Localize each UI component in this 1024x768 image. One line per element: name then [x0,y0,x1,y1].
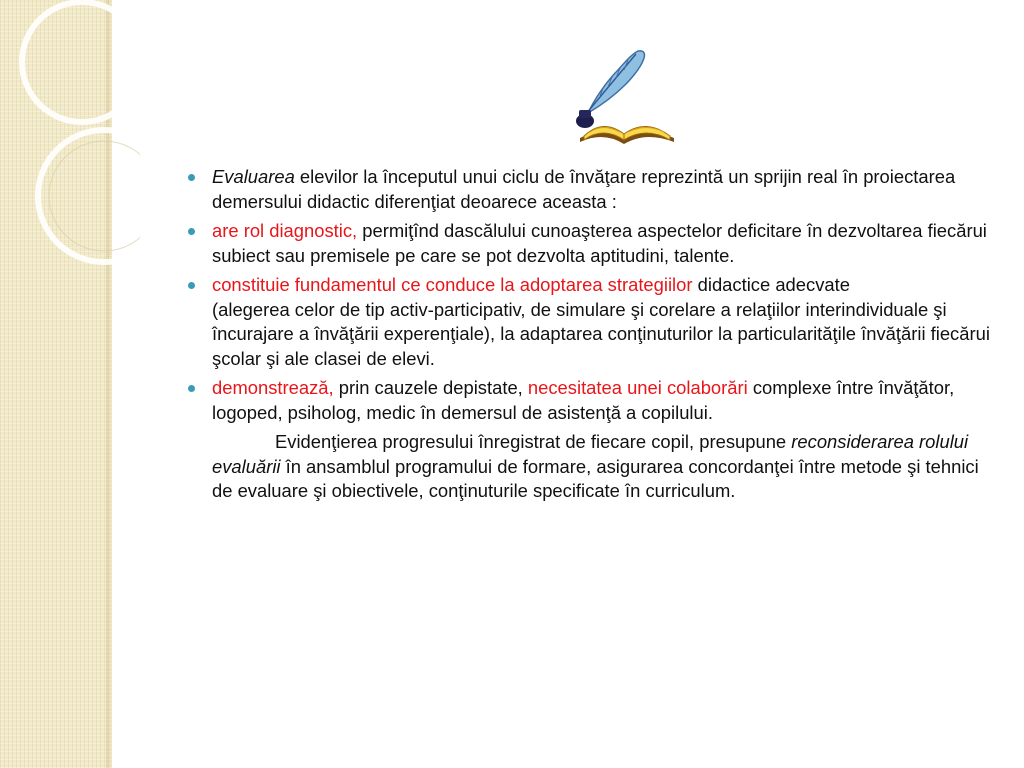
evaluarea-text: elevilor la începutul unui ciclu de învăţare reprezintă un sprijin real în proiectarea demersului didactic diferenţiat deoarece aceasta : [212,166,956,212]
fundament-highlight: constituie fundamentul ce conduce la adoptarea strategiilor [212,274,693,295]
closing-italic: reconsiderarea rolului evaluării [212,431,969,477]
closing-text-a: Evidenţierea progresului înregistrat de fiecare copil, presupune [275,431,792,452]
decorative-rings [0,0,140,300]
decor-ring-top [22,2,140,122]
fundament-text-a: didactice adecvate [692,274,850,295]
bullet-fundament [188,273,996,371]
slide-content [188,165,996,504]
bullet-dot-icon [188,385,195,392]
diagnostic-text: permiţînd dascălului cunoaşterea aspectelor deficitare în dezvoltarea fiecărui subiect sau premisele pe care se pot dezvolta aptitudini, talente. [212,220,987,266]
decor-ring-inner [49,141,140,251]
bullet-diagnostic [188,219,996,268]
demonstreaza-text-b: complexe între învăţător, logoped, psiholog, medic în demersul de asistenţă a copilului. [212,377,955,423]
evaluarea-term: Evaluarea [212,166,295,187]
bullet-demonstreaza [188,376,996,425]
colaborare-highlight: necesitatea unei colaborări [527,377,748,398]
closing-text-b: în ansamblul programului de formare, asigurarea concordanţei între metode şi tehnici de evaluare şi obiectivele, conţinuturile specificate în curriculum. [212,455,979,501]
bullet-dot-icon [188,228,195,235]
bullet-dot-icon [188,174,195,181]
fundament-text-b: (alegerea celor de tip activ-participativ, de simulare şi corelare a relaţiilor interindividuale şi încurajare a învăţării experenţiale), la adaptarea conţinuturilor la particularităţile învăţării fiecărui şcolar şi ale clasei de elevi. [212,298,990,369]
demonstreaza-highlight: demonstrează, [212,377,334,398]
closing-paragraph [188,430,996,504]
quill-book-icon [566,48,681,148]
demonstreaza-text-a: prin cauzele depistate, [333,377,528,398]
bullet-evaluarea [188,165,996,214]
decor-ring-bottom [38,130,140,262]
diagnostic-highlight: are rol diagnostic, [212,220,358,241]
bullet-dot-icon [188,282,195,289]
